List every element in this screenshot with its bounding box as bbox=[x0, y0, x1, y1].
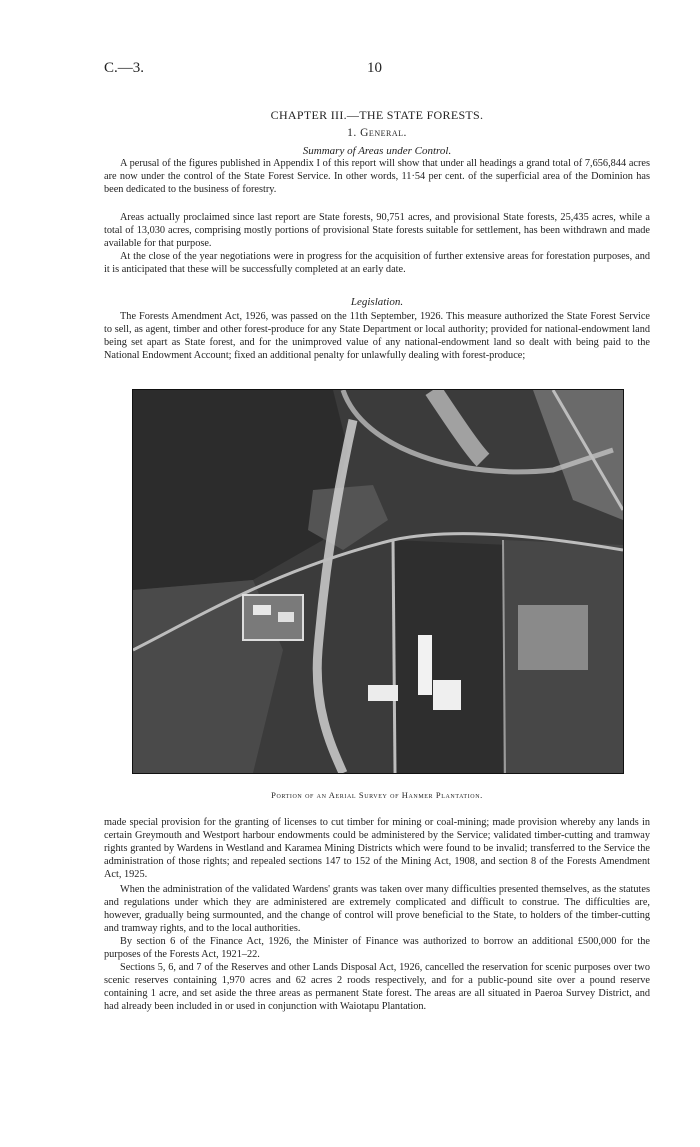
aerial-survey-photo bbox=[132, 389, 624, 774]
page-number: 10 bbox=[367, 60, 382, 76]
paragraph-wardens-grants: When the administration of the validated Wardens' grants was taken over many difficulties presented themselves, as the statutes and regulations under which they are administered are extremely complicated and difficult to construe. The difficulties are, however, gradually being surmounted, and the change of control will prove beneficial to the State, to holders of the timber-cutting and tramway rights, and to the local authorities. bbox=[104, 884, 650, 935]
paragraph-negotiations: At the close of the year negotiations were in progress for the acquisition of further extensive areas for forestation purposes, and it is anticipated that these will be successfully completed at an early date. bbox=[104, 251, 650, 276]
paragraph-finance-act: By section 6 of the Finance Act, 1926, the Minister of Finance was authorized to borrow an additional £500,000 for the purposes of the Forests Act, 1921–22. bbox=[104, 936, 650, 961]
section-heading: 1. General. bbox=[347, 127, 407, 139]
chapter-title: CHAPTER III.—THE STATE FORESTS. bbox=[270, 108, 484, 122]
paragraph-forests-amendment-act: The Forests Amendment Act, 1926, was passed on the 11th September, 1926. This measure authorized the State Forest Service to sell, as agent, timber and other forest-produce for any State Department or local authority; provided for national-endowment land being set apart as State forest, and for the unimproved value of any national-endowment land so dealt with being paid to the National Endowment Account; fixed an additional penalty for unlawfully dealing with forest-produce; bbox=[104, 311, 650, 362]
paragraph-reserves-act: Sections 5, 6, and 7 of the Reserves and other Lands Disposal Act, 1926, cancelled the reservation for scenic purposes over two scenic reserves containing 1,970 acres and 62 acres 2 roods respectively, and for a public-pound site over a pound reserve containing 1 acre, and set aside the three areas as permanent State forest. The areas are all situated in Paeroa Survey District, and had already been included in or used in conjunction with Waiotapu Plantation. bbox=[104, 962, 650, 1013]
paragraph-special-provision: made special provision for the granting of licenses to cut timber for mining or coal-mining; made provision whereby any lands in certain Greymouth and Westport harbour endowments could be administered by the Service; validated timber-cutting and tramway rights granted by Wardens in Westland and Karamea Mining Districts which were found to be invalid; transferred to the Service the administration of those rights; and repealed sections 147 to 152 of the Mining Act, 1908, and section 8 of the Forests Amendment Act, 1925. bbox=[104, 817, 650, 881]
legislation-heading: Legislation. bbox=[350, 296, 404, 308]
page-reference: C.—3. bbox=[104, 60, 145, 76]
paragraph-total-areas: A perusal of the figures published in Appendix I of this report will show that under all headings a grand total of 7,656,844 acres are now under the control of the State Forest Service. In other words, 11·54 per cent. of the superficial area of the Dominion has been dedicated to the business of forestry. bbox=[104, 158, 650, 196]
paragraph-areas-proclaimed: Areas actually proclaimed since last report are State forests, 90,751 acres, and provisional State forests, 25,435 acres, while a total of 13,030 acres, comprising mostly portions of provisional State forests suitable for settlement, has been withdrawn and made available for that purpose. bbox=[104, 212, 650, 250]
summary-heading: Summary of Areas under Control. bbox=[302, 145, 452, 157]
figure-caption: Portion of an Aerial Survey of Hanmer Plantation. bbox=[271, 790, 483, 800]
